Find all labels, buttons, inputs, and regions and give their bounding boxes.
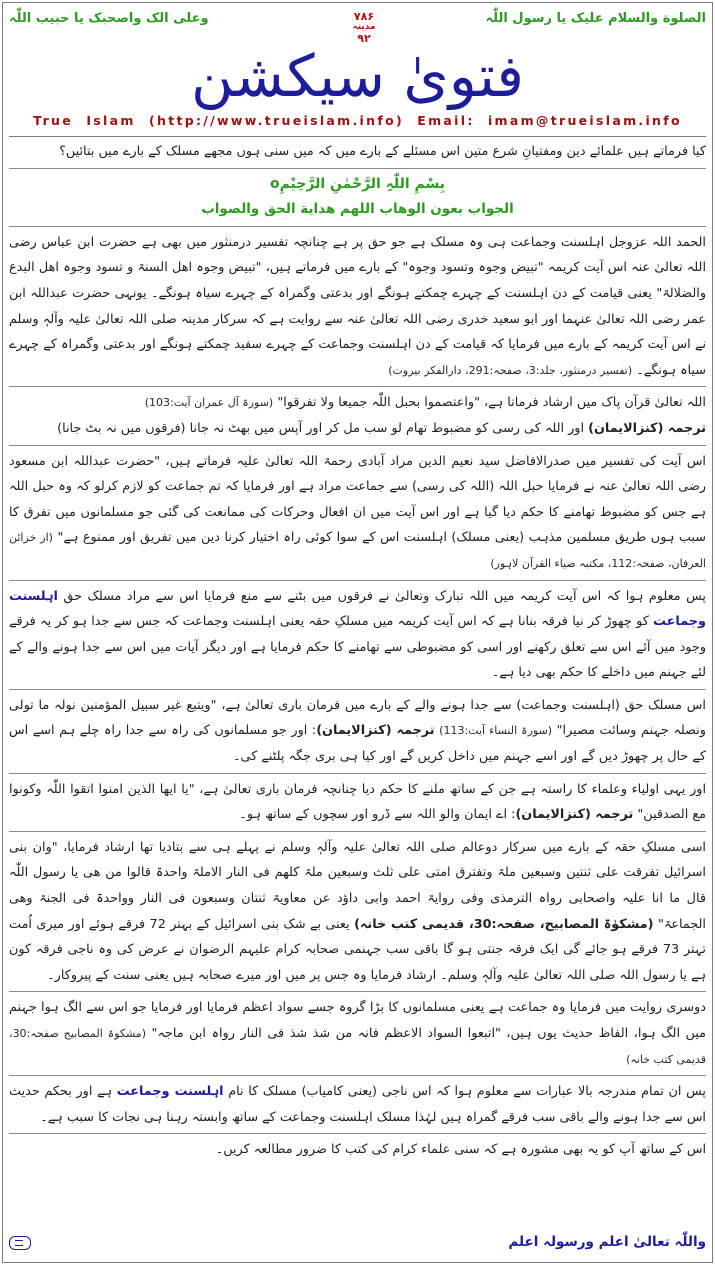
salawat-right: الصلوة والسلام علیک یا رسول اللّٰہ xyxy=(485,11,706,26)
jawab-heading: الجواب بعون الوهاب اللهم هداية الحق والصواب xyxy=(201,201,514,218)
paragraph-5-text-a: پس معلوم ہوا کہ اس آیت کریمہ میں اللہ تبارک وتعالیٰ نے فرقوں میں بٹنے سے منع فرمایا اس سے مراد مسلک حق xyxy=(63,588,706,604)
translation-label: ترجمہ (کنزالایمان) xyxy=(316,723,435,739)
paragraph-8-text: اسی مسلکِ حقہ کے بارے میں سرکار دوعالم صلی اللہ تعالیٰ علیہ وآلہٖ وسلم نے پہلے ہی سے بتادیا تھا ارشاد فرمایا، "وان بنی اسرائیل تفرقت علی ثنتین وسبعین ملۃ وتفترق امتی علی ثلث وسبعین ملۃ کلھم فی النار الاملۃ واحدۃ قالوا من ھی یا رسول اللّٰہ قال ما انا علیہ واصحابی رواہ الترمذی وفی روایۃ احمد وابی داؤد عن معاویۃ ثنتان وسبعون فی النار وواحدۃ فی الجنۃ وھی الجماعۃ" xyxy=(9,839,706,932)
paragraph-11: اس کے ساتھ آپ کو یہ بھی مشورہ ہے کہ سنی علماء کرام کی کتب کا ضرور مطالعہ کریں۔ xyxy=(215,1142,706,1158)
paragraph-10 xyxy=(9,1079,706,1130)
paragraph-1-reference: (تفسیر درمنثور، جلد:3، صفحہ:291، دارالفکر بیروت) xyxy=(388,363,633,377)
paragraph-2-text: اللہ تعالیٰ قرآن پاک میں ارشاد فرماتا ہے، "واعتصموا بحبل اللّٰہ جمیعا ولا تفرقوا" xyxy=(277,395,706,411)
paragraph-8-reference: (مشکوٰۃ المصابیح، صفحہ:30، قدیمی کتب خانہ) xyxy=(354,916,654,932)
header-divider xyxy=(9,136,706,137)
footer xyxy=(9,1230,706,1260)
paragraph-5-text-b: کو چھوڑ کر نیا فرقہ بنانا ہے کہ اس آیت کریمہ میں مسلکِ حقہ یعنی اہلسنت وجماعت کہ جس سے جدا ہو کر یہ فرقے وجود میں آئے اس سے تعلق رکھنے اور اسی کو مضبوطی سے تھامنے کا حکم فرمایا ہے اور دیگر آیات میں اس سے جدا ہونے والے کے لئے جہنم میں داخلے کا حکم بھی دیا ہے۔ xyxy=(9,614,706,681)
madani-top-number: ۷۸۶ xyxy=(353,10,375,23)
page-title: فتویٰ سیکشن xyxy=(190,42,525,110)
header-bar xyxy=(9,10,706,45)
madani-bottom-number: ۹۲ xyxy=(357,32,371,45)
fatwa-content xyxy=(9,139,706,1163)
translation-label: ترجمہ (کنزالایمان) xyxy=(588,420,706,436)
fatwa-page xyxy=(2,2,713,1263)
paragraph-9-reference: (مشکوۃ المصابیح صفحہ:30، قدیمی کتب خانہ) xyxy=(9,1027,706,1066)
paragraph-7 xyxy=(9,777,706,828)
divider xyxy=(9,580,706,581)
divider xyxy=(9,386,706,387)
ahlesunnat-highlight: اہلسنت وجماعت xyxy=(9,588,706,630)
paragraph-8 xyxy=(9,835,706,989)
divider xyxy=(9,168,706,169)
madani-label: مدینہ xyxy=(352,22,376,32)
ahlesunnat-highlight: اہلسنت وجماعت xyxy=(116,1084,224,1100)
madani-mark xyxy=(347,11,381,44)
paragraph-3-text: اور اللہ کی رسی کو مضبوط تھام لو سب مل کر اور آپس میں بھٹ نہ جانا (فرقوں میں نہ بٹ جانا) xyxy=(57,420,585,436)
paragraph-10-text-a: پس ان تمام مندرجہ بالا عبارات سے معلوم ہوا کہ اس ناجی (یعنی کامیاب) مسلک کا نام xyxy=(228,1084,706,1100)
paragraph-2-reference: (سورۃ آل عمران آیت:103) xyxy=(144,396,274,410)
question-text: کیا فرماتے ہیں علمائے دین ومفتیانِ شرع متین اس مسئلے کے بارے میں کہ میں سنی ہوں مجھے مسلک کے بارے میں بتائیں؟ xyxy=(59,144,706,159)
paragraph-7-text: اور یہی اولیاء وعلماء کا راستہ ہے جن کے ساتھ ملنے کا حکم دیا چنانچہ فرمان باری تعالیٰ ہے، "یا ایھا الذین امنوا اتقوا اللّٰہ وکونوا مع الصدقین" xyxy=(9,781,706,823)
divider xyxy=(9,226,706,227)
site-contact-line: True Islam (http://www.trueislam.info) Email: imam@trueislam.info xyxy=(33,113,682,128)
paragraph-1-text: الحمد اللہ عزوجل اہلسنت وجماعت ہی وہ مسلک ہے جو حق پر ہے چنانچہ تفسیر درمنثور میں بھی ہے حضرت ابن عباس رضی اللہ تعالیٰ عنہ اس آیت کریمہ "تبیض وجوہ وتسود وجوہ" کے بارے میں فرماتے ہیں، "تبیض وجوہ اھل السنۃ و تسود وجوہ اھل البدع والضلالۃ" یعنی قیامت کے دن اہلسنت کے چہرے چمکتے ہونگے اور بدعتی وگمراہ کے چہرے سیاہ ہونگے۔ یونہی حضرت عبداللہ ابن عمر رضی اللہ تعالیٰ عنہما اور ابو سعید خدری رضی اللہ تعالیٰ عنہ سے روایت ہے کہ سرکار مدینہ صلی اللہ تعالیٰ علیہ وآلہٖ وسلم نے اس آیت کریمہ کے بارے میں فرمایا کہ قیامت کے دن اہلسنت وجماعت کے چہرے سفید چمکتے ہونگے اور بدعتی وگمراہ کے چہرے سیاہ ہونگے۔ xyxy=(9,234,706,378)
closing-phrase: واللّٰہ تعالیٰ اعلم ورسولہ اعلم xyxy=(508,1234,706,1250)
translation-label: ترجمہ (کنزالایمان) xyxy=(515,807,634,823)
paragraph-6-text: اس مسلک حق (اہلسنت وجماعت) سے جدا ہونے والے کے بارے میں فرمان باری تعالیٰ ہے، "ویتبع غیر سبیل المؤمنین نولہ ما تولی ونصلہ جہنم وسائت مصیرا" xyxy=(9,697,706,739)
paragraph-5 xyxy=(9,584,706,686)
divider xyxy=(9,831,706,832)
paragraph-9-text: دوسری روایت میں فرمایا وہ جماعت ہے یعنی مسلمانوں کا بڑا گروہ جسے سواد اعظم فرمایا اور فرمایا جو اس سے الگ ہوا جہنم میں الگ ہوا، الفاظ حدیث یوں ہیں، "اتبعوا السواد الاعظم فانہ من شذ شذ فی النار رواہ ابن ماجہ" xyxy=(9,1000,706,1041)
divider xyxy=(9,1075,706,1076)
paragraph-4-reference: (از خزائن العرفان، صفحہ:112، مکتبہ ضیاء القرآن لاہور) xyxy=(9,531,706,570)
paragraph-4-text: اس آیت کی تفسیر میں صدرالافاضل سید نعیم الدین مراد آبادی رحمۃ اللہ تعالیٰ علیہ فرماتے ہیں، "حضرت عبداللہ ابن مسعود رضی اللہ تعالیٰ عنہ نے فرمایا حبل اللہ (اللہ کی رسی) سے جماعت مراد ہے اور فرمایا کہ تم جماعت کو لازم کرلو کہ وہ حبل اللہ ہے جس کو مضبوط تھامنے کا حکم دیا گیا ہے اور اس آیت میں ان افعال وحرکات کی ممانعت کی گئی جو مسلمانوں میں تفرق کا سبب ہوں طریق مسلمین مذہب (یعنی مسلک) اہلسنت اس کے سوا کوئی راہ اختیار کرنا دین میں تفریق اور ممنوع ہے" xyxy=(9,453,706,546)
paragraph-2 xyxy=(9,390,706,416)
divider xyxy=(9,689,706,690)
paragraph-4 xyxy=(9,449,706,577)
paragraph-1 xyxy=(9,230,706,384)
paragraph-10-text-b: ہے اور بحکم حدیث اس سے جدا ہونے والے باقی سب فرقے گمراہ ہیں لہٰذا مسلک اہلسنت وجماعت کے ساتھ وابستہ رہنا ہی نجات کا سبب ہے۔ xyxy=(9,1084,706,1125)
paragraph-6-reference: (سورۃ النساء آیت:113) xyxy=(439,724,553,738)
paragraph-6 xyxy=(9,693,706,770)
seal-icon xyxy=(9,1236,31,1250)
paragraph-3 xyxy=(9,416,706,442)
paragraph-9 xyxy=(9,995,706,1072)
paragraph-8-translation: یعنی بے شک بنی اسرائیل کے بہتر 72 فرقے ہوئے اور میری اُمت تہتر 73 فرقے ہو جائے گی ایک فرقہ جنتی ہو گا باقی سب جہنمی صحابہ کرام علیہم الرضوان نے عرض کی وہ ناجی فرقہ کون ہے یا رسول اللہ صلی اللہ تعالیٰ علیہ وآلہٖ وسلم۔ ارشاد فرمایا وہ جس پر میں اور میرے صحابہ ہیں یعنی سنت کے پیروکار۔ xyxy=(9,916,706,983)
paragraph-6-translation: : اور جو مسلمانوں کی راہ سے جدا راہ چلے ہم اسے اس کے حال پر چھوڑ دیں گے اور اسے جہنم میں داخل کریں گے اور کیا ہی بری جگہ پلٹنے کی۔ xyxy=(9,723,706,765)
divider xyxy=(9,991,706,992)
divider xyxy=(9,1133,706,1134)
paragraph-7-translation: : اے ایمان والو اللہ سے ڈرو اور سچوں کے ساتھ ہو۔ xyxy=(239,807,516,823)
divider xyxy=(9,445,706,446)
divider xyxy=(9,773,706,774)
bismillah: بِسْمِ اللّٰہِ الرَّحْمٰنِ الرَّحِیْمِo xyxy=(269,175,446,192)
salawat-left: وعلی الک واصحبک یا حبیب اللّٰہ xyxy=(9,11,209,26)
